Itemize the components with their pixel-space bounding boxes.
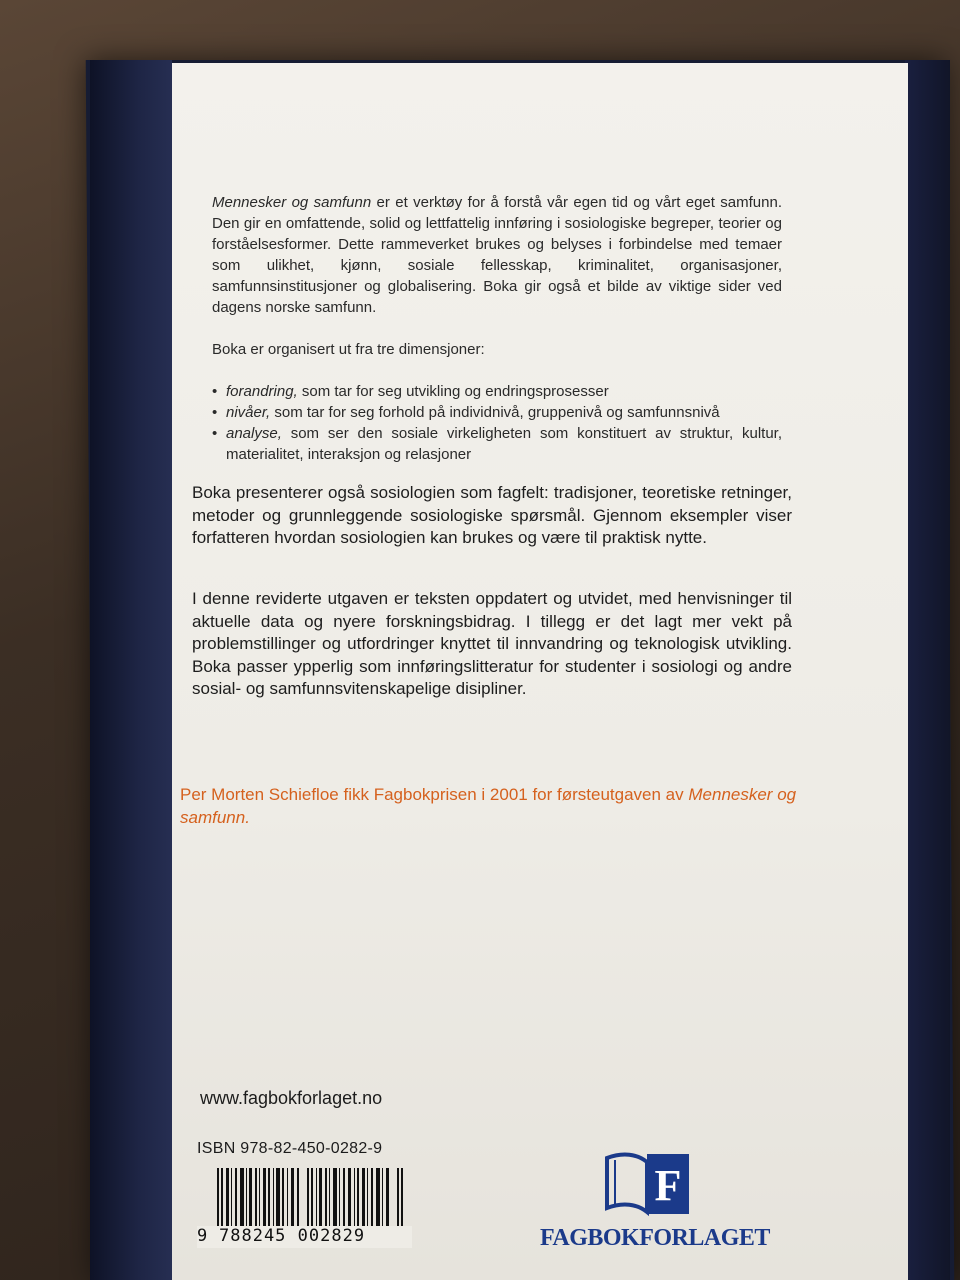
dimensions-intro: Boka er organisert ut fra tre dimensjoner: [212,341,485,358]
fagfelt-paragraph: Boka presenterer også sosiologien som fagfelt: tradisjoner, teoretiske retninger, metoder og grunnleggende sosiologiske spørsmål. Gjennom eksempler viser forfatteren hvordan sosiologien kan brukes og være til praktisk nytte. [192,483,792,547]
list-item: • nivåer, som tar for seg forhold på individnivå, gruppenivå og samfunnsnivå [212,402,782,423]
book-description [212,192,782,486]
logo-letter: F [654,1161,682,1210]
intro-paragraph [212,192,782,318]
list-item: • analyse, som ser den sosiale virkeligheten som konstituert av struktur, kultur, materialitet, interaksjon og relasjoner [212,423,782,465]
publisher-website: www.fagbokforlaget.no [200,1088,383,1108]
dimensions-list [212,381,782,465]
publisher-name: FAGBOKFORLAGET [540,1225,770,1251]
isbn-number: ISBN 978-82-450-0282-9 [197,1140,383,1157]
book-right-edge [905,60,950,1280]
barcode-digits: 9 788245 002829 [197,1226,412,1248]
publisher-book-icon [603,1150,693,1220]
award-note: Per Morten Schiefloe fikk Fagbokprisen i 2001 for førsteutgaven av Mennesker og samfunn. [180,785,797,827]
intro-text: er et verktøy for å forstå vår egen tid og vårt eget samfunn. Den gir en omfattende, solid og lettfattelig innføring i sosiologiske begreper, teorier og forståelsesformer. Dette rammeverket brukes og belyses i forbindelse med temaer som ulikhet, kjønn, sosiale fellesskap, kriminalitet, organisasjoner, samfunnsinstitusjoner og globalisering. Boka gir også et bilde av viktige sider ved dagens norske samfunn. [212,194,782,316]
revised-edition-paragraph: I denne reviderte utgaven er teksten oppdatert og utvidet, med henvisninger til aktuelle data og nyere forskningsbidrag. I tillegg er det lagt mer vekt på problemstillinger og utfordringer knyttet til innvandring og teknologisk utvikling. Boka passer ypperlig som innføringslitteratur for studenter i sosiologi og andre sosial- og samfunnsvitenskapelige disipliner. [192,589,792,698]
intro-title: Mennesker og samfunn [212,194,372,211]
list-item: • forandring, som tar for seg utvikling og endringsprosesser [212,381,782,402]
book-left-edge [90,60,172,1280]
